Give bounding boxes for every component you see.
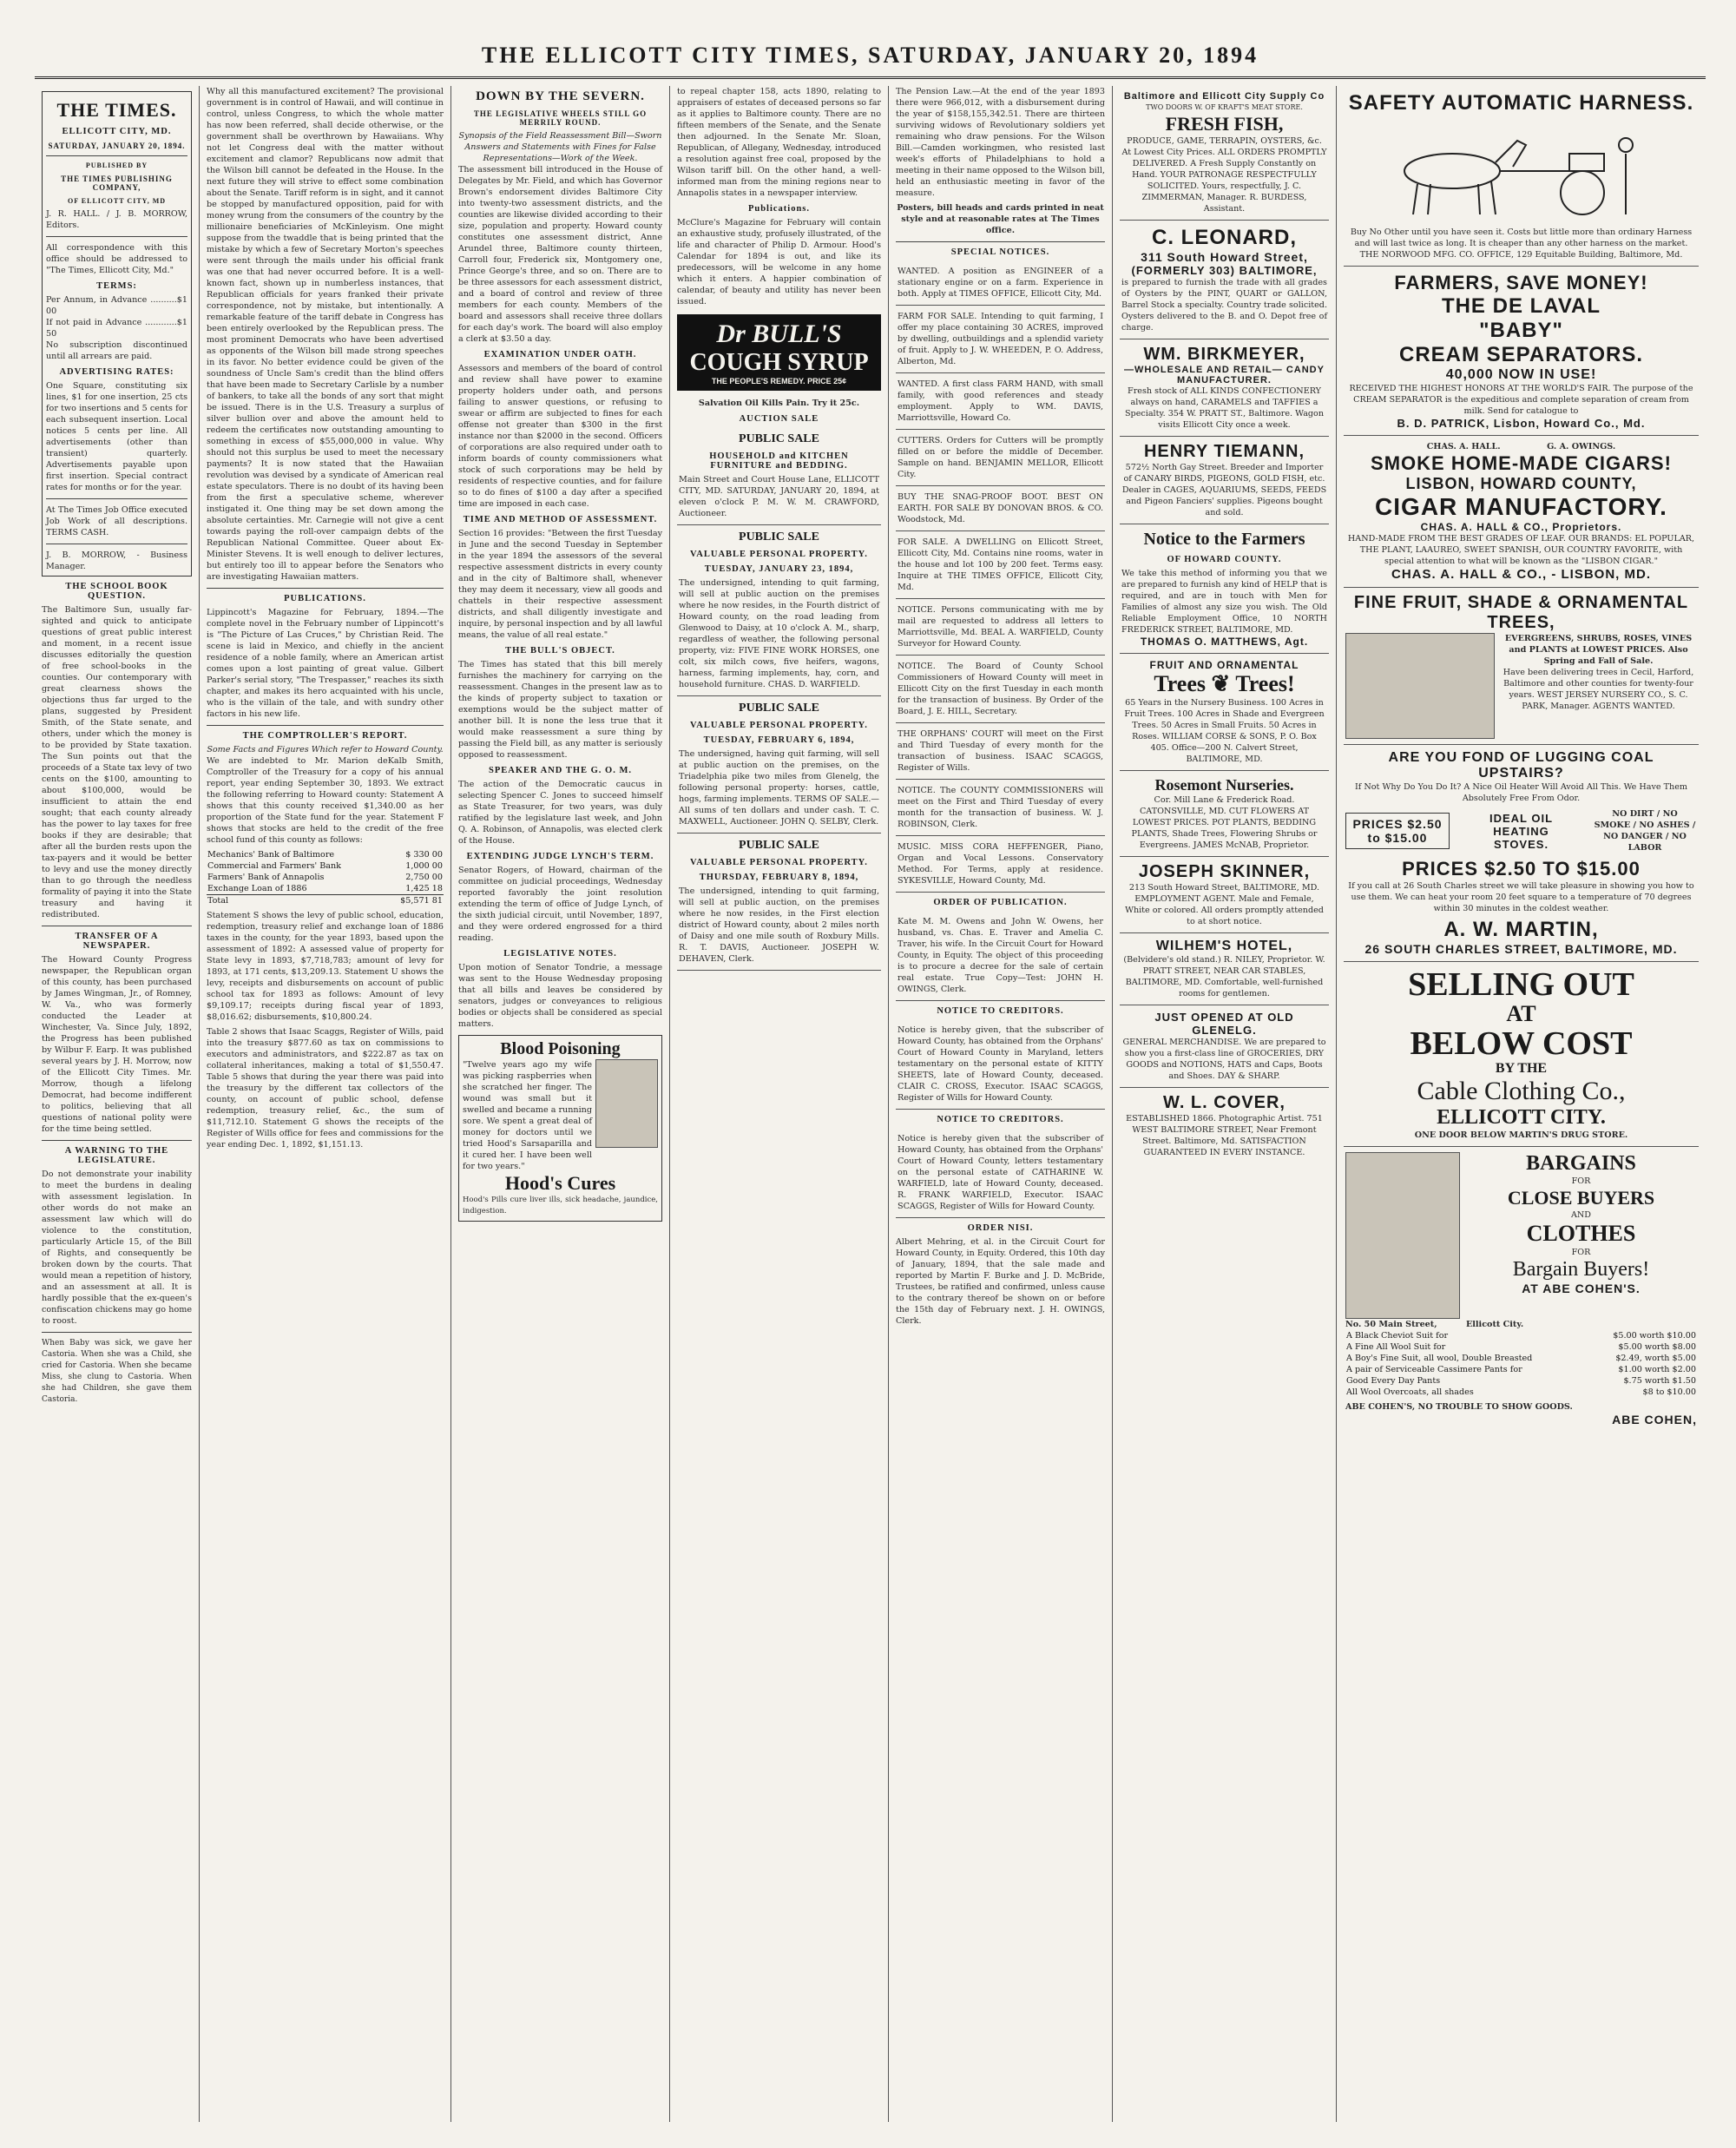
ad-de-laval-sig: B. D. PATRICK, Lisbon, Howard Co., Md. [1397,417,1646,430]
article-publications-2: McClure's Magazine for February will contain an exhaustive study, profusely illustrated, of the life and character of Philip D. Armour. Hood's Calendar for 1894 is out, and like its predecessors, will be welcome in any home which it enters. A happier combination of calendar, of beauty and utility has never been issued. [677,218,881,306]
masthead: THE ELLICOTT CITY TIMES, SATURDAY, JANUARY 20, 1894 [35,35,1706,79]
order-publication-text: Kate M. M. Owens and John W. Owens, her husband, vs. Chas. E. Traver and Amelia C. Traver, his wife. In the Circuit Court for Howard County, in Equity. The object of this proceeding is to procure a decree for the sale of certain real estate. True Copy—Test: JOHN H. OWINGS, Clerk. [896,911,1105,1001]
ad-cigars-sig: CHAS. A. HALL & CO., - LISBON, MD. [1391,567,1651,582]
ad-ellicott-city: ELLICOTT CITY. [1437,1106,1606,1129]
editorial-paragraphs: Why all this manufactured excitement? The provisional government is in control of Hawaii, and will continue in control, unless Congress, to which the whole matter has now been referred, shall decide otherwise, or the government shall be overthrown by Hawaiians. Why not let Congress deal with the matter without excitement and clamor? Republicans now admit that the Wilson bill cannot be defeated in the House. In the next future they will strive to effect some combination about the Senate. Tariff reform is in sight, and it cannot be stopped by manufactured opposition, paid for with money wrung from the consumers of the country by the millionaire beneficiaries of McKinleyism. One might suppose from the twaddle that is being printed that the mistake by which a few of Secretary Morton's speeches were sent through the mails under his official frank was one that had never occurred before. It is a well-known fact, shown up in numberless instances, that Republican officials for years franked their private correspondence, not by mistake, but intentionally. A remarkable feature of the tariff debate in Congress has been entirely overlooked by the Republican press. The most prominent Democrats who have been advertised as opponents of the Wilson bill made strong speeches in its favor. No better evidence could be given of the soundness of Uncle Sam's credit than the blind offers that have been made to Secretary Carlisle by a number of bankers, to take all the bonds of any sort that might be issued. There is in the U.S. Treasury a surplus of silver bullion over and above the amount held to redeem the certificates now outstanding amounting to something in excess of $55,000,000 in value. Why should not this surplus be used to meet the necessary payments? It is now stated that the Hawaiian revolution was devised by a syndicate of American real estate speculators. There is no doubt of its having been from the first a speculative scheme, wherever instigated it. One thing may be set down among the absolute certainties. Mr. Carnegie will not give a cent towards paying the roll-over campaign debts of the Republican National Committee. Queer about Ex-Minister Stevens. It is well enough to deliver lectures, but entirely too ill to appear before the Senators who are investigating Hawaiian matters. [207,87,444,582]
headline-examination: EXAMINATION UNDER OATH. [483,350,637,359]
ad-for-1: FOR [1571,1176,1591,1186]
public-sale-1 [677,427,881,525]
ad-glenelg-title: JUST OPENED AT OLD GLENELG. [1154,1011,1294,1037]
notice-farm-for-sale: FARM FOR SALE. Intending to quit farming, I offer my place containing 30 ACRES, improved by dwelling, outbuildings and a splendid variety of fruit. Apply to J. W. WHEEDEN, P. O. Address, Alberton, Md. [896,306,1105,373]
headline-publications: PUBLICATIONS. [284,594,366,603]
headline-bulls-object: THE BULL'S OBJECT. [505,646,615,656]
ad-cover-text: ESTABLISHED 1866. Photographic Artist. 751 WEST BALTIMORE STREET, Near Fremont Street. Baltimore, Md. SATISFACTION GUARANTEED IN EVERY INSTANCE. [1126,1114,1323,1157]
creditors-1-text: Notice is hereby given, that the subscriber of Howard County, has obtained from the Orphans' Court of Howard County in Maryland, letters testamentary on the personal estate of KITTY SHEETS, late of Howard County, deceased. CLAIR C. CROSS, Executor. ISAAC SCAGGS, Register of Wills for Howard County. [896,1019,1105,1110]
ad-rosemont-text: Cor. Mill Lane & Frederick Road. CATONSVILLE, MD. CUT FLOWERS AT LOWEST PRICES. POT PLANTS, BEDDING PLANTS, Shade Trees, Flowering Shrubs or Evergreens. JAMES McNAB, Proprietor. [1131,795,1318,850]
columns [35,86,1706,2122]
ad-farmers-sig: THOMAS O. MATTHEWS, Agt. [1140,636,1309,648]
ad-leonard [1120,221,1329,339]
column-6 [1113,86,1337,2122]
ad-de-laval-title: FARMERS, SAVE MONEY! [1394,272,1648,293]
terms-label: TERMS: [96,281,137,291]
ad-abe-address: No. 50 Main Street, Ellicott City. [1345,1320,1524,1329]
table-row: Farmers' Bank of Annapolis 2,750 00 [207,873,443,882]
portrait-illustration [595,1059,658,1148]
notice-cutters: CUTTERS. Orders for Cutters will be promptly filled on or before the middle of December. Sample on hand. BENJAMIN MELLOR, Ellicott City. [896,430,1105,486]
ad-cover [1120,1088,1329,1163]
ad-bargains: BARGAINS [1526,1152,1636,1175]
ad-skinner-text: 213 South Howard Street, BALTIMORE, MD. EMPLOYMENT AGENT. Male and Female, White or colored. All orders promptly attended to at short notice. [1125,883,1324,926]
article-speaker: The action of the Democratic caucus in selecting Spencer C. Jones to succeed himself as State Treasurer, for two years, was duly ratified by the legislature last week, and John Q. A. Robinson, of Annapolis, was elected clerk of the House. [458,780,662,846]
ad-farmers-sub: OF HOWARD COUNTY. [1167,555,1282,564]
public-sale-2-sub: VALUABLE PERSONAL PROPERTY. [690,550,868,559]
ad-fine-fruit [1344,588,1699,745]
article-lynch: Senator Rogers, of Howard, chairman of the committee on judicial proceedings, Wednesday reported favorably the joint resolution extending the term of office of Judge Lynch, of the sixth judicial circuit, until November, 1897, and they were ordered engrossed for a third reading. [458,866,662,943]
ad-birkmeyer-sub: —WHOLESALE AND RETAIL— CANDY MANUFACTURER. [1124,365,1325,385]
ad-de-laval [1344,267,1699,436]
article-bulls-object: The Times has stated that this bill merely furnishes the machinery for carrying on the reassessment. Changes in the present law as to the kinds of property subject to taxation or exemptions would be the subject matter of another bill. It is none the less true that it would make reassessment a sure thing by passing the Field bill, as any matter is seriously opposed to reassessment. [458,660,662,760]
ad-bull-line-2: COUGH SYRUP [689,349,869,376]
public-sale-3-text: The undersigned, having quit farming, will sell at public auction on the premises, on the Triadelphia pike two miles from Glenelg, the following personal property: horses, cattle, hogs, farming implements. TERMS OF SALE.—All sums of ten dollars and under cash. T. C. MAXWELL, Auctioneer. JOHN Q. SELBY, Clerk. [679,749,879,827]
column-3 [451,86,670,2122]
ad-supply-co [1120,86,1329,221]
public-sale-4-date: THURSDAY, FEBRUARY 8, 1894, [699,873,859,882]
ad-hoods-sub: Hood's Pills cure liver ills, sick headache, jaundice, indigestion. [463,1196,658,1216]
order-nisi-text: Albert Mehring, et al. in the Circuit Court for Howard County, in Equity. Ordered, this 10th day of January, 1894, that the sale made and reported by Martin F. Burke and J. D. McBride, Trustees, be ratified and confirmed, unless cause to the contrary thereof be shown on or before the 15th day of February next. J. H. OWINGS, Clerk. [896,1237,1105,1326]
men-clothing-illustration [1345,1152,1460,1319]
article-severn: The assessment bill introduced in the House of Delegates by Mr. Field, and which has Governor Brown's endorsement divides Baltimore City into twenty-two assessment districts, and the counties are likewise divided according to their size, population and property. Howard county constitutes one assessment district, Anne Arundel three, Baltimore county thirteen, Carroll four, Frederick six, Montgomery one, Prince George's three, and so on. There are to be three assessors for each assessment district, and a board of control and review of three members for each county. Members of the board and assessors shall receive three dollars for each day's work. The board will also employ a clerk at $3.50 a day. [458,165,662,344]
posters-note: Posters, bill heads and cards printed in neat style and at reasonable rates at The Times office. [897,203,1104,235]
public-sale-2-text: The undersigned, intending to quit farming, will sell at public auction on the premises where he now resides, in the Fourth district of Howard county, on the road leading from Glenwood to Daisy, at 10 o'clock A. M., sharp, regardless of weather, the following personal property, viz: FIVE FINE WORK HORSES, one colt, six milch cows, five heifers, wagons, harness, farming implements, hay, corn, and household furniture. CHAS. D. WARFIELD. [679,578,879,689]
headline-speaker: SPEAKER AND THE G. O. M. [489,766,632,775]
ad-cigars-text: HAND-MADE FROM THE BEST GRADES OF LEAF. OUR BRANDS: EL POPULAR, THE PLANT, LAAUREO, SWEET SPANISH, OUR COUNTRY FAVORITE, with special attention to what will be known as the "LISBON CIGAR." [1347,534,1695,566]
list-item: A Black Cheviot Suit for $5.00 worth $10.00 [1346,1331,1696,1341]
ad-cable-clothing: Cable Clothing Co., [1417,1077,1626,1105]
table-row: Commercial and Farmers' Bank 1,000 00 [207,861,443,871]
ad-cigars-big: CIGAR MANUFACTORY. [1375,493,1667,520]
ad-fruit-big: Trees ❦ Trees! [1154,671,1295,696]
ad-selling-out-line: SELLING OUT [1408,966,1634,1003]
fruit-illustration [1345,633,1495,739]
list-item: All Wool Overcoats, all shades $8 to $10.00 [1346,1387,1696,1397]
advertising-rates: One Square, constituting six lines, $1 for one insertion, 25 cts for two insertions and 5 cents for each subsequent insertion. Local notices 5 cents per line. All advertisements (other than transient) quarterly. Advertisements payable upon first insertion. Special contract rates for months or for the year. [46,381,187,492]
ad-birkmeyer-title: WM. BIRKMEYER, [1143,345,1305,364]
ad-fresh-fish: FRESH FISH, [1165,113,1284,135]
ad-cigars [1344,436,1699,588]
column-5 [889,86,1113,2122]
article-pension: The Pension Law.—At the end of the year 1893 there were 966,012, with a disbursement during the year of $158,155,342.51. There are thirteen surviving widows of Revolutionary soldiers yet remaining who draw pensions. For the Wilson Bill.—Camden workingmen, who resisted last week's efforts of Philadelphians to hold a meeting in their name opposed to the Wilson bill, held an enthusiastic meeting in favor of the measure. [896,87,1105,198]
ad-birkmeyer-text: Fresh stock of ALL KINDS CONFECTIONERY always on hand, CARAMELS and TAFFIES a Specialty. 354 W. PRATT ST., Baltimore. Wagon visits Ellicott City once a week. [1124,386,1325,430]
notice-surveyor: NOTICE. Persons communicating with me by mail are requested to address all letters to Marriottsville, Md. BEAL A. WARFIELD, County Surveyor for Howard County. [896,599,1105,656]
list-item: A Fine All Wool Suit for $5.00 worth $8.00 [1346,1342,1696,1352]
job-office-note: At The Times Job Office executed Job Work of all descriptions. TERMS CASH. [46,505,187,537]
ad-for-2: FOR [1571,1248,1591,1257]
stocks-table [207,849,444,906]
public-sale-2-date: TUESDAY, JANUARY 23, 1894, [704,564,854,574]
newspaper-page [35,35,1706,2123]
public-sale-3-date: TUESDAY, FEBRUARY 6, 1894, [703,735,855,745]
table-row: Mechanics' Bank of Baltimore $ 330 00 [207,850,443,860]
ad-fruit-trees [1120,654,1329,771]
ad-martin-address: 26 SOUTH CHARLES STREET, BALTIMORE, MD. [1364,942,1678,956]
public-sale-1-title: PUBLIC SALE [739,432,819,445]
ad-rosemont [1120,771,1329,857]
headline-transfer: TRANSFER OF A NEWSPAPER. [75,932,159,951]
ad-oil-title: ARE YOU FOND OF LUGGING COAL UPSTAIRS? [1388,750,1654,781]
ad-fruit-text: 65 Years in the Nursery Business. 100 Acres in Fruit Trees. 100 Acres in Shade and Evergreen Trees. 50 Acres in Small Fruits. 50 Acres in Roses. WILLIAM CORSE & SONS, P. O. Box 405. Office—200 N. Calvert Street, BALTIMORE, MD. [1124,698,1325,764]
ad-glenelg [1120,1005,1329,1088]
article-publications: Lippincott's Magazine for February, 1894.—The complete novel in the February number of Lippincott's is "The Picture of Las Cruces," by Christian Reid. The scene is laid in Mexico, and chiefly in the ancient residence of a noble family, where an American artist comes upon a lost painting of great value. Gilbert Parker's serial story, "The Trespasser," reaches its sixth chapter, and makes its hero acquainted with his uncle, who is the villain of the tale, and with sundry other factors in his new life. [207,608,444,719]
headline-warning: A WARNING TO THE LEGISLATURE. [64,1146,169,1165]
ad-bargain-buyers: Bargain Buyers! [1512,1258,1650,1281]
ad-de-laval-baby: "BABY" [1479,319,1563,342]
public-sale-4 [677,834,881,971]
ad-by-the-line: BY THE [1495,1061,1548,1076]
ad-farmers-title: Notice to the Farmers [1143,530,1305,549]
terms-line-1: Per Annum, in Advance ..........$1 00 [46,295,187,316]
ad-at-abe-cohens: AT ABE COHEN'S. [1522,1282,1641,1295]
paper-name: THE TIMES. [56,99,177,121]
paper-date: SATURDAY, JANUARY 20, 1894. [48,142,186,150]
headline-time-method: TIME AND METHOD OF ASSESSMENT. [463,515,658,524]
ad-oil-prices-big: PRICES $2.50 TO $15.00 [1402,858,1641,880]
ad-abe-sig: ABE COHEN, [1612,1413,1697,1427]
ad-skinner [1120,857,1329,933]
terms-note: No subscription discontinued until all arrears are paid. [46,340,187,361]
ad-de-laval-text: RECEIVED THE HIGHEST HONORS AT THE WORLD'S FAIR. The purpose of the CREAM SEPARATOR is the expeditious and complete separation of cream from milk. Send for catalogue to [1349,384,1693,416]
notice-snag-proof-boot: BUY THE SNAG-PROOF BOOT. BEST ON EARTH. FOR SALE BY DONOVAN BROS. & CO. Woodstock, Md. [896,486,1105,531]
ad-cigars-props: CHAS. A. HALL & CO., Proprietors. [1420,521,1622,533]
ad-selling-out [1344,962,1699,1147]
publisher-label: PUBLISHED BY [85,161,148,169]
notice-dwelling-for-sale: FOR SALE. A DWELLING on Ellicott Street, Ellicott City, Md. Contains nine rooms, water in the house and lot 100 by 200 feet. Terms easy. Inquire at THE TIMES OFFICE, Ellicott City, Md. [896,531,1105,599]
subhead-comptroller: Some Facts and Figures Which refer to Howard County. [207,745,444,754]
public-sale-3-sub: VALUABLE PERSONAL PROPERTY. [690,721,868,730]
article-warning: Do not demonstrate your inability to meet the burdens in dealing with assessment legislation. In other words do not make an assessment law which will do violence to the constitution, particularly Article 15, of the Bill of Rights, and consequently be broken down by the courts. That would mean a repetition of history, and an assessment at all. It is hardly possible that the ex-queen's confiscation chickens may go home to roost. [42,1170,192,1326]
headline-auction: AUCTION SALE [739,414,819,424]
headline-publications-2: Publications. [747,204,811,214]
ad-cigars-names: CHAS. A. HALL. G. A. OWINGS. [1426,442,1616,451]
article-examination: Assessors and members of the board of control and review shall have power to examine property holders under oath, and persons failing to answer questions, or refusing to swear or affirm are subjected to fines for each offense not greater than $300 in the first instance nor than $2000 in the second. Officers of corporations are also required under oath to inform boards of county commissioners what stock of such corporations may be held by residents of respective counties, and for failure so to do fines of $100 a day after a specified time are imposed in each case. [458,364,662,509]
notice-music: MUSIC. MISS CORA HEFFENGER, Piano, Organ and Vocal Lessons. Conservatory Method. For Terms, apply at residence. SYKESVILLE, Howard County, Md. [896,836,1105,893]
notice-wanted-farm-hand: WANTED. A first class FARM HAND, with small family, with good references and steady employment. Apply to WM. DAVIS, Marriottsville, Howard Co. [896,373,1105,430]
article-transfer: The Howard County Progress newspaper, the Republican organ of this county, has been purchased by James Wingman, Jr., of Romney, W. Va., who was formerly conducted the Leader at Winchester, Va. Since July, 1892, the Progress has been published by Wilbur F. Earp. It was published several years by J. H. Morrow, now of the Ellicott City Times. Mr. Morrow, though a lifelong Democrat, had become indifferent to politics, believing that all questions of national polity were for the time being settled. [42,955,192,1134]
ad-leonard-text: is prepared to furnish the trade with all grades of Oysters by the PINT, QUART or GALLON, Barrel Stock a specialty. Country trade solicited. Oysters delivered to the B. and O. Depot free of charge. [1121,278,1327,333]
public-sale-3 [677,696,881,834]
headline-comptroller: THE COMPTROLLER'S REPORT. [242,731,408,741]
paper-nameplate [42,91,192,577]
article-school-book: The Baltimore Sun, usually far-sighted and quick to anticipate questions of great public interest and moment, in a recent issue discusses editorially the question of free school-books in the counties. Our contemporary with great clearness shows the objections thus far urged to the plans, suggested by President Smith, of the State senate, and others, under which the money is to be provided by State taxation. The Sun points out that the proceeds of a State tax levy of two cents on the $100, amounting to about $100,000, would be insufficient to attain the end sought; that each county already has the power to lay taxes for free books if they are desirable; that after all the burden rests upon the tax-payers and it would be better to levy and use the money directly than to go through the needless formality of paying it into the State treasury and having it redistributed. [42,605,192,919]
public-sale-1-text: Main Street and Court House Lane, ELLICOTT CITY, MD. SATURDAY, JANUARY 20, 1894, at eleven o'clock P. M. W. M. CRAWFORD, Auctioneer. [679,475,879,518]
business-manager: J. B. MORROW, - Business Manager. [46,550,187,571]
article-comptroller-cont: Statement S shows the levy of public school, education, redemption, treasury relief and exchange loan of 1886 taxes in the county, for the year 1893, based upon the assessment of 1892: A assessed value of property for State levy in 1893, $7,718,783; amount of levy for 1893, at 171 cents, $13,209.13. Statement U shows the levy, receipts and disbursements on account of public school tax for 1893 as follows: Amount of levy $9,109.17; receipts during fiscal year of 1893, $8,016.62; disbursements, $10,800.24. [207,911,444,1022]
ad-fruit-title: FRUIT AND ORNAMENTAL [1149,659,1299,671]
ad-supply-co-sub: TWO DOORS W. OF KRAFT'S MEAT STORE. [1146,103,1303,111]
ad-fine-fruit-title: FINE FRUIT, SHADE & ORNAMENTAL TREES, [1353,593,1689,632]
ad-tiemann [1120,437,1329,524]
headline-order-publication: ORDER OF PUBLICATION. [933,898,1068,907]
ad-skinner-title: JOSEPH SKINNER, [1138,862,1311,881]
ad-farmers-text: We take this method of informing you that we are prepared to furnish any kind of HELP that is required, and are in touch with Men for Families of almost any size you wish. The Old Reliable Employment Office, 10 NORTH FREDERICK STREET, BALTIMORE, MD. [1121,569,1327,635]
creditors-2-text: Notice is hereby given that the subscriber of Howard County, has obtained from the Orphans' Court of Howard County, letters testamentary on the personal estate of CATHARINE W. WARFIELD, late of Howard County, deceased. R. FRANK WARFIELD, Executor. ISAAC SCAGGS, Register of Wills for Howard County. [896,1128,1105,1218]
ad-cigars-title: SMOKE HOME-MADE CIGARS! [1371,452,1672,474]
ad-oil-prices-box: PRICES $2.50 to $15.00 [1345,813,1450,849]
ad-blood-title: Blood Poisoning [500,1039,621,1058]
ad-oil-no-list: NO DIRT / NO SMOKE / NO ASHES / NO DANGER / NO LABOR [1594,809,1696,853]
ad-de-laval-sub: THE DE LAVAL [1441,294,1601,318]
ad-leonard-sub: (FORMERLY 303) BALTIMORE, [1131,264,1318,277]
ad-harness [1344,86,1699,267]
public-sale-2-title: PUBLIC SALE [739,530,819,544]
headline-lynch: EXTENDING JUDGE LYNCH'S TERM. [466,852,654,861]
column-4 [670,86,889,2122]
publisher-place: OF ELLICOTT CITY, MD [67,197,167,205]
ad-bull-line-3: THE PEOPLE'S REMEDY. PRICE 25¢ [711,377,847,385]
ad-martin-title: A. W. MARTIN, [1443,918,1599,941]
public-sale-4-text: The undersigned, intending to quit farming, will sell at public auction, on the premises where he now resides, in the First election district of Howard county, about 2 miles north of Daisy and one mile south of Roxbury Mills. R. T. DAVIS, Auctioneer. JOSEPH W. DEHAVEN, Clerk. [679,886,879,964]
public-sale-2 [677,525,881,696]
article-senate: to repeal chapter 158, acts 1890, relating to appraisers of estates of deceased persons so far as it applies to Baltimore county. There are no fifteen members of the Senate, and the Senate then adjourned. In the Senate Mr. Sloan, Republican, of Allegany, Wednesday, introduced a resolution against free coal, proposed by the Wilson tariff bill. On the other hand, a well-informed man from the mining regions near to Annapolis states in a newspaper interview. [677,87,881,198]
article-comptroller: We are indebted to Mr. Marion deKalb Smith, Comptroller of the Treasury for a copy of his annual report, year ending September 30, 1893. We extract the following referring to Howard county: Statement A shows that this county received $1,340.00 as her proportion of the State fund for the year. Statement F shows that stocks are held to the credit of the free school fund of this county as follows: [207,756,444,845]
headline-creditors-2: NOTICE TO CREDITORS. [937,1115,1064,1124]
ad-fine-fruit-text: Have been delivering trees in Cecil, Harford, Baltimore and other counties for twenty-four years. WEST JERSEY NURSERY CO., S. C. PARK, Manager. AGENTS WANTED. [1503,668,1694,711]
ad-birkmeyer [1120,339,1329,437]
notice-school-commissioners: NOTICE. The Board of County School Commissioners of Howard County will meet in Ellicott City on the first Tuesday in each month for the transaction of business. By Order of the Board, J. E. HILL, Secretary. [896,656,1105,723]
editors: J. R. HALL. / J. B. MORROW, Editors. [46,209,187,230]
ad-abe-footer: ABE COHEN'S, NO TROUBLE TO SHOW GOODS. [1345,1402,1573,1412]
ad-blood-text: "Twelve years ago my wife was picking raspberries when she scratched her finger. The wound was small but it swelled and became a running sore. We spent a great deal of money for doctors until we tried Hood's Sarsaparilla and it cured her. I have been well for two years." [463,1060,592,1171]
price-list [1345,1330,1697,1398]
article-legislative-notes: Upon motion of Senator Tondrie, a message was sent to the House Wednesday proposing that all bills and leaves be considered by senators, judges or conveyances to religious bodies or objects shall be considered as special matters. [458,963,662,1029]
column-1 [35,86,200,2122]
castoria-verse: When Baby was sick, we gave her Castoria. When she was a Child, she cried for Castoria. When she became Miss, she clung to Castoria. When she had Children, she gave them Castoria. [42,1339,192,1404]
public-sale-4-title: PUBLIC SALE [739,839,819,852]
ad-de-laval-separators: CREAM SEPARATORS. [1398,343,1644,366]
ad-fine-fruit-sub: EVERGREENS, SHRUBS, ROSES, VINES and PLANTS at LOWEST PRICES. Also Spring and Fall of Sale. [1504,634,1693,666]
publisher: THE TIMES PUBLISHING COMPANY, [61,175,173,192]
ad-farmers-notice [1120,524,1329,654]
ad-de-laval-count: 40,000 NOW IN USE! [1445,367,1597,382]
paper-place: ELLICOTT CITY, MD. [62,127,172,136]
headline-school-book: THE SCHOOL BOOK QUESTION. [65,582,168,601]
notice-wanted-engineer: WANTED. A position as ENGINEER of a stationary engine or on a farm. Experience in both. Apply at TIMES OFFICE, Ellicott City, Md. [896,260,1105,306]
advertising-label: ADVERTISING RATES: [59,367,174,377]
terms-line-2: If not paid in Advance ............$1 50 [46,318,187,339]
ad-leonard-address: 311 South Howard Street, [1141,250,1308,264]
ad-at-line: AT [1506,1001,1536,1026]
subhead-severn: THE LEGISLATIVE WHEELS STILL GO MERRILY ROUND. [473,109,648,127]
horse-cart-illustration [1348,119,1695,223]
ad-oil-ideal: IDEAL OIL HEATING STOVES. [1489,811,1554,851]
notice-county-commissioners: NOTICE. The COUNTY COMMISSIONERS will meet on the First and Third Tuesday of every month for the transaction of business. W. J. ROBINSON, Clerk. [896,780,1105,836]
ad-cover-title: W. L. COVER, [1163,1093,1286,1112]
public-sale-4-sub: VALUABLE PERSONAL PROPERTY. [690,858,868,867]
ad-rosemont-title: Rosemont Nurseries. [1154,776,1294,794]
ad-hotel-title: WILHEM'S HOTEL, [1155,939,1293,953]
ad-hoods [458,1035,662,1222]
headline-severn: DOWN BY THE SEVERN. [476,89,645,103]
ad-leonard-title: C. LEONARD, [1152,226,1297,249]
ad-oil-question: If Not Why Do You Do It? A Nice Oil Heater Will Avoid All This. We Have Them Absolutely Free From Odor. [1355,782,1687,803]
ad-close-buyers: CLOSE BUYERS [1507,1187,1655,1209]
ad-bull-line-1: Dr BULL'S [716,320,842,348]
ad-supply-co-title: Baltimore and Ellicott City Supply Co [1123,91,1325,102]
ad-and: AND [1570,1210,1591,1220]
ad-harness-title: SAFETY AUTOMATIC HARNESS. [1348,91,1694,115]
ad-wilhems-hotel [1120,933,1329,1005]
public-sale-3-title: PUBLIC SALE [739,702,819,715]
ad-one-door-below: ONE DOOR BELOW MARTIN'S DRUG STORE. [1414,1130,1628,1140]
ad-harness-text: Buy No Other until you have seen it. Costs but little more than ordinary Harness and will last twice as long. It is cheaper than any other harness on the market. THE NORWOOD MFG. CO. OFFICE, 129 Equitable Building, Baltimore, Md. [1350,227,1693,260]
table-row: Total $5,571 81 [207,896,443,906]
ad-hoods-title: Hood's Cures [504,1172,616,1194]
ad-oil-text: If you call at 26 South Charles street we will take pleasure in showing you how to use them. We can heat your room 20 feet square to a temperature of 70 degrees within 30 minutes in the coldest weather. [1348,881,1694,913]
ad-glenelg-text: GENERAL MERCHANDISE. We are prepared to show you a first-class line of GROCERIES, DRY GOODS and NOTIONS, HATS and Caps, Boots and Shoes. DAY & SHARP. [1122,1038,1326,1081]
headline-order-nisi: ORDER NISI. [967,1223,1034,1233]
ad-abe-cohen [1344,1147,1699,1432]
public-sale-1-sub: HOUSEHOLD and KITCHEN FURNITURE and BEDDING. [709,451,849,471]
article-comptroller-cont-2: Table 2 shows that Isaac Scaggs, Register of Wills, paid into the treasury $877.60 as tax on commissions to executors and administrators, and $222.87 as tax on collateral inheritances, making a total of $1,550.47. Table 5 shows that during the year there was paid into the treasury by the different tax collectors of the county, on account of public school, defense redemption, treasury relief, &c., the sum of $11,712.10. Statement G shows the receipts of the Register of Wills office for fees and commissions for the year ending Dec. 1, 1892, $1,151.13. [207,1027,444,1150]
ad-supply-co-text: PRODUCE, GAME, TERRAPIN, OYSTERS, &c. At Lowest City Prices. ALL ORDERS PROMPTLY DELIVERED. A Fresh Supply Constantly on Hand. YOUR PATRONAGE RESPECTFULLY SOLICITED. Yours, respectfully, J. C. ZIMMERMAN, Manager. R. BURDESS, Assistant. [1121,136,1327,214]
ad-oil-heater [1344,745,1699,962]
notice-orphans-court: THE ORPHANS' COURT will meet on the First and Third Tuesday of every month for the transaction of business. ISAAC SCAGGS, Register of Wills. [896,723,1105,780]
list-item: Good Every Day Pants $.75 worth $1.50 [1346,1376,1696,1386]
ad-tiemann-title: HENRY TIEMANN, [1143,442,1305,461]
ad-cigars-place: LISBON, HOWARD COUNTY, [1405,475,1637,492]
list-item: A Boy's Fine Suit, all wool, Double Breasted $2.49, worth $5.00 [1346,1354,1696,1363]
table-row: Exchange Loan of 1886 1,425 18 [207,884,443,893]
ad-clothes: CLOTHES [1526,1221,1636,1246]
headline-creditors-1: NOTICE TO CREDITORS. [937,1006,1064,1016]
ad-dr-bulls [677,314,881,391]
column-2 [200,86,451,2122]
column-7 [1337,86,1706,2122]
headline-special-notices: SPECIAL NOTICES. [950,247,1050,257]
article-time-method: Section 16 provides: "Between the first Tuesday in June and the second Tuesday in September in the year 1894 the assessors of the several respective assessment districts in every county and in the city of Baltimore shall, whenever they may deem it necessary, view all goods and chattels in their respective assessment districts, and shall diligently investigate and inquire, by personal inspection and by all lawful means, the value of all real estate." [458,529,662,640]
ad-salvation-oil: Salvation Oil Kills Pain. Try it 25c. [698,399,860,408]
ad-below-cost-line: BELOW COST [1410,1025,1633,1062]
ad-tiemann-text: 572½ North Gay Street. Breeder and Importer of CANARY BIRDS, PIGEONS, GOLD FISH, etc. Dealer in CAGES, AQUARIUMS, SEEDS, FEEDS and Pigeon Fanciers' supplies. Pigeons bought and sold. [1121,463,1327,517]
list-item: A pair of Serviceable Cassimere Pants for $1.00 worth $2.00 [1346,1365,1696,1374]
correspondence-note: All correspondence with this office should be addressed to "The Times, Ellicott City, Md." [46,243,187,275]
ad-hotel-text: (Belvidere's old stand.) R. NILEY, Proprietor. W. PRATT STREET, NEAR CAR STABLES, BALTIMORE, MD. Comfortable, well-furnished rooms for gentlemen. [1123,955,1325,998]
headline-legislative-notes: LEGISLATIVE NOTES. [503,949,617,959]
deck-severn: Synopsis of the Field Reassessment Bill—Sworn Answers and Statements with Fines for False Representations—Work of the Week. [458,131,662,163]
